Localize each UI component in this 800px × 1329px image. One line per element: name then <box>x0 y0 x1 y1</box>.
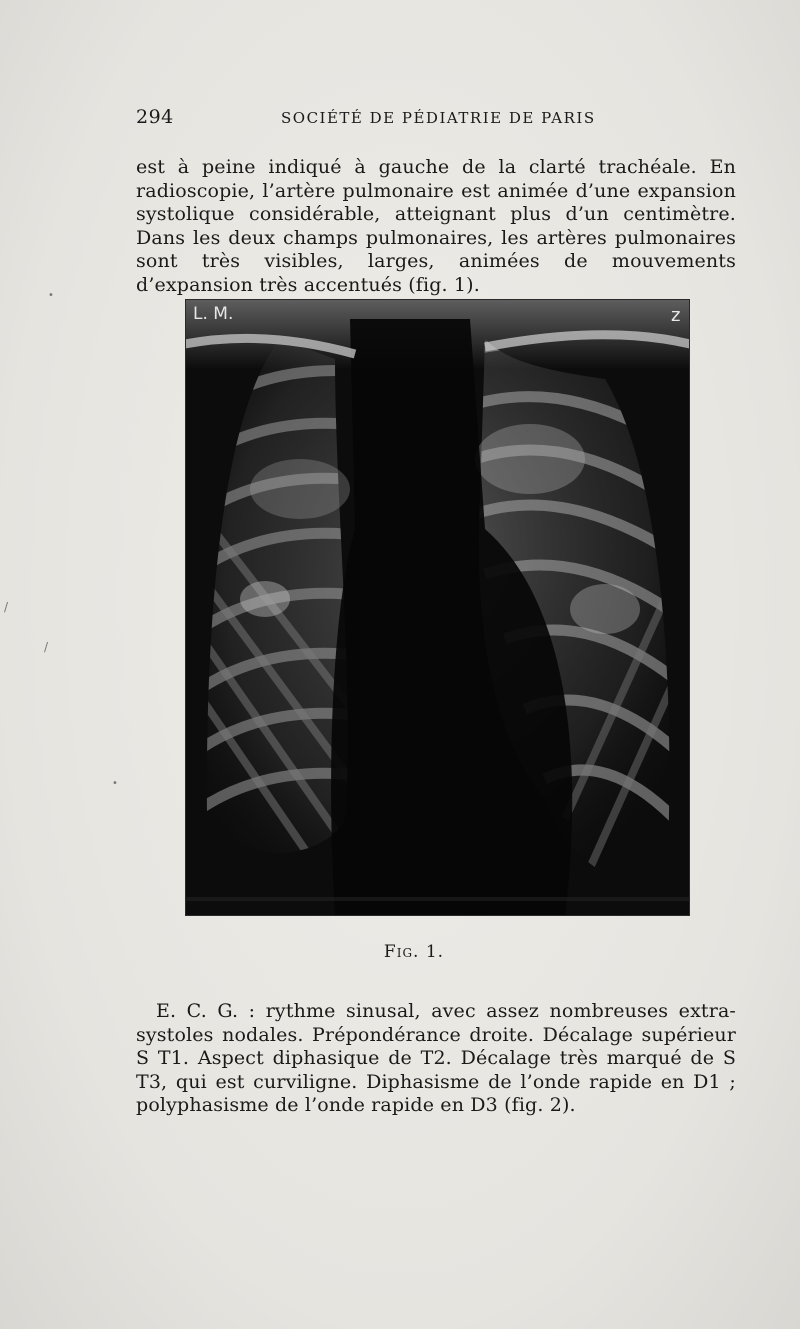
scan-speck: • <box>48 290 54 301</box>
chest-radiograph-figure <box>185 299 690 916</box>
figure-caption <box>0 942 800 962</box>
paragraph-1: est à peine indiqué à gauche de la clarté trachéale. En radioscopie, l’artère pulmonaire est animée d’une expansion systolique considérable, atteignant plus d’un centimètre. Dans les deux champs pulmonaires, les artères pulmonaires sont très visibles, larges, animées de mouvements d’expansion très accentués (fig. 1). <box>136 156 736 296</box>
scan-mark: / <box>44 640 49 654</box>
chest-radiograph-image <box>185 299 690 916</box>
page-number: 294 <box>136 106 174 128</box>
running-head: SOCIÉTÉ DE PÉDIATRIE DE PARIS <box>281 109 596 127</box>
film-marker-label: L. M. <box>193 304 234 324</box>
scan-mark: / <box>4 600 9 614</box>
film-corner-mark: z <box>671 305 681 326</box>
figure-caption-text: Fig. 1. <box>383 942 445 962</box>
paragraph-2: E. C. G. : rythme sinusal, avec assez nombreuses extra-systoles nodales. Prépondérance droite. Décalage supérieur S T1. Aspect diphasique de T2. Décalage très marqué de S T3, qui est curviligne. Diphasisme de l’onde rapide en D1 ; polyphasisme de l’onde rapide en D3 (fig. 2). <box>136 1000 736 1116</box>
page-header <box>136 106 736 130</box>
scan-speck: • <box>112 778 118 789</box>
